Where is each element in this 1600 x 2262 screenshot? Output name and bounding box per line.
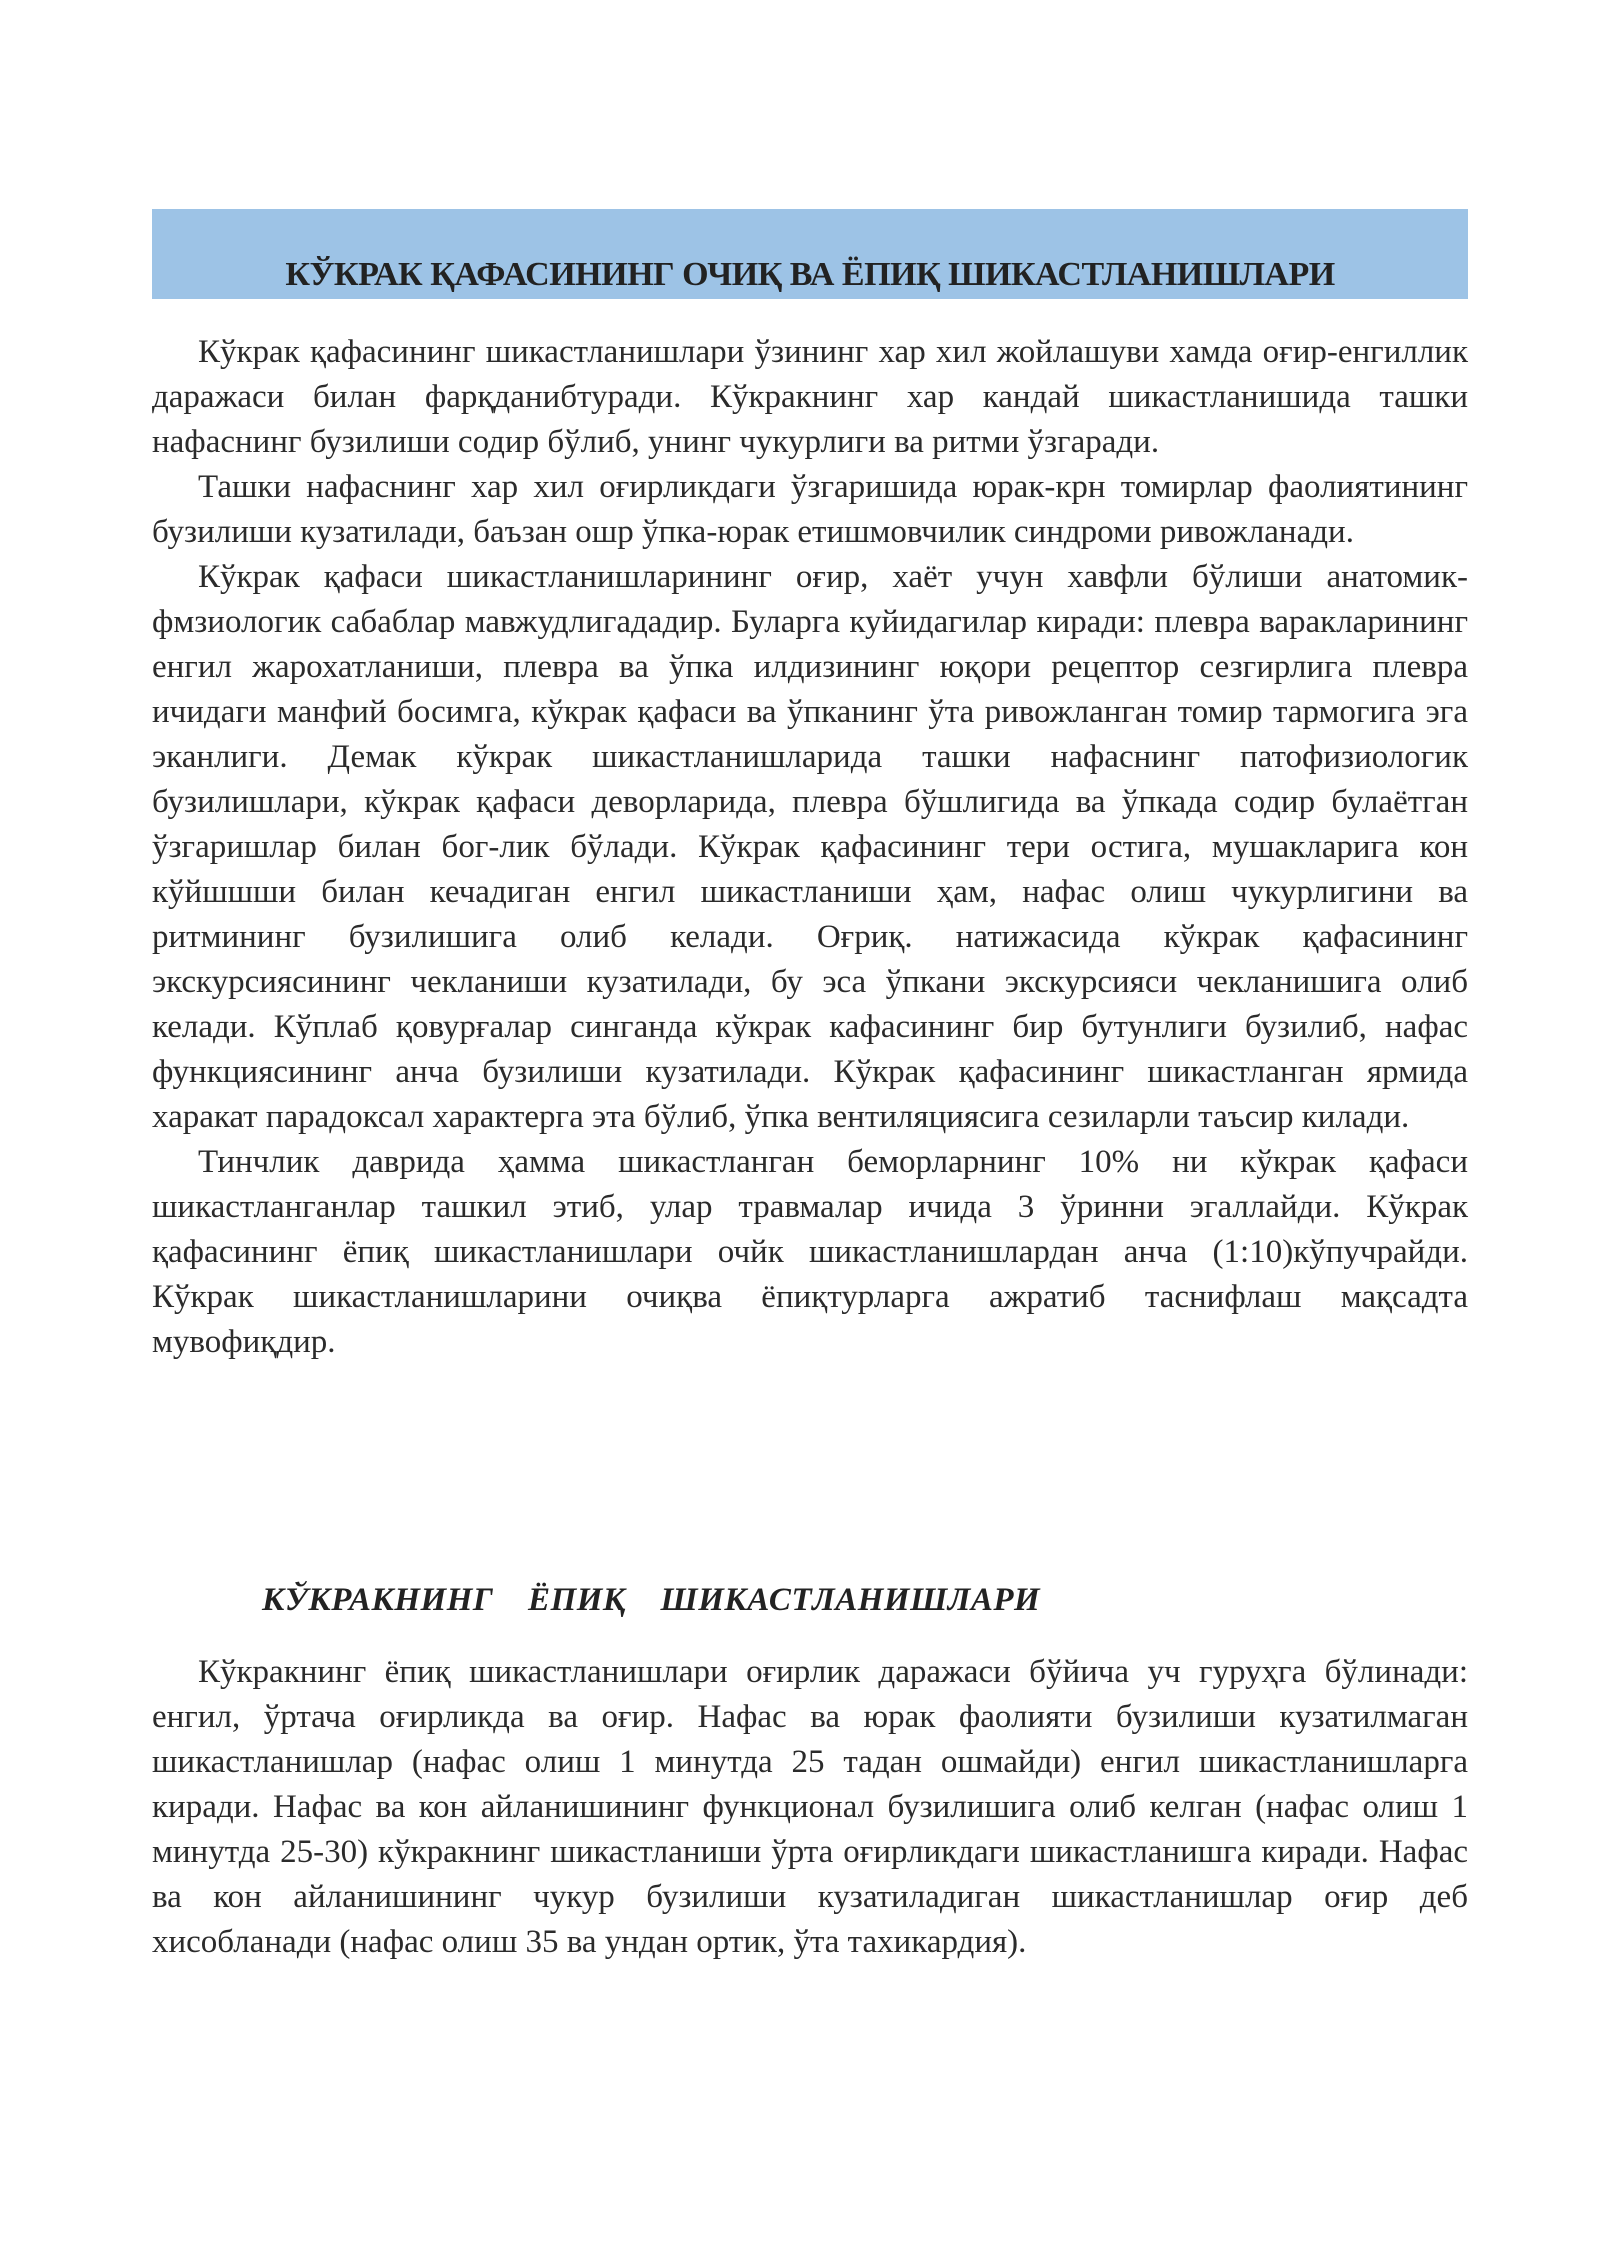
paragraph: Тинчлик даврида ҳамма шикастланган беморларнинг 10% ни кўкрак қафаси шикастланганлар ташкил этиб, улар травмалар ичида 3 ўринни эгаллайди. Кўкрак қафасининг ёпиқ шикастланишлари очйк шикастланишлардан анча (1:10)кўпучрайди. Кўкрак шикастланишларини очиқва ёпиқтурларга ажратиб таснифлаш мақсадта мувофиқдир.	[152, 1144, 1468, 1360]
section-heading: КЎКРАКНИНГ ЁПИҚ ШИКАСТЛАНИШЛАРИ	[262, 1582, 1041, 1618]
title-band	[152, 209, 1468, 299]
paragraph: Кўкрак қафасининг шикастланишлари ўзининг хар хил жойлашуви хамда оғир-енгиллик даражаси билан фарқданибтуради. Кўкракнинг хар кандай шикастланишида ташки нафаснинг бузилиши содир бўлиб, унинг чукурлиги ва ритми ўзгаради.	[152, 334, 1468, 460]
intro-section	[152, 330, 1468, 1365]
paragraph: Ташки нафаснинг хар хил оғирликдаги ўзгаришида юрак-крн томирлар фаолиятининг бузилиши кузатилади, баъзан ошр ўпка-юрак етишмовчилик синдроми ривожланади.	[152, 469, 1468, 550]
paragraph: Кўкрак қафаси шикастланишларининг оғир, хаёт учун хавфли бўлиши анатомик-фмзиологик сабаблар мавжудлигададир. Буларга куйидагилар киради: плевра варакларининг енгил жарохатланиши, плевра ва ўпка илдизининг юқори рецептор сезгирлига плевра ичидаги манфий босимга, кўкрак қафаси ва ўпканинг ўта ривожланган томир тармогига эга эканлиги. Демак кўкрак шикастланишларида ташки нафаснинг патофизиологик бузилишлари, кўкрак қафаси деворларида, плевра бўшлигида ва ўпкада содир булаётган ўзгаришлар билан бог-лик бўлади. Кўкрак қафасининг тери остига, мушакларига кон кўйшшши билан кечадиган енгил шикастланиши ҳам, нафас олиш чукурлигини ва ритмининг бузилишига олиб келади. Оғриқ. натижасида кўкрак қафасининг экскурсиясининг чекланиши кузатилади, бу эса ўпкани экскурсияси чекланишига олиб келади. Кўплаб қовурғалар синганда кўкрак кафасининг бир бутунлиги бузилиб, нафас функциясининг анча бузилиши кузатилади. Кўкрак қафасининг шикастланган ярмида харакат парадоксал характерга эта бўлиб, ўпка вентиляциясига сезиларли таъсир килади.	[152, 559, 1468, 1135]
page-title: КЎКРАК ҚАФАСИНИНГ ОЧИҚ ВА ЁПИҚ ШИКАСТЛАНИШЛАРИ	[285, 256, 1335, 293]
paragraph: Кўкракнинг ёпиқ шикастланишлари оғирлик даражаси бўйича уч гуруҳга бўлинади: енгил, ўртача оғирликда ва оғир. Нафас ва юрак фаолияти бузилиши кузатилмаган шикастланишлар (нафас олиш 1 минутда 25 тадан ошмайди) енгил шикастланишларга киради. Нафас ва кон айланишининг функционал бузилишига олиб келган (нафас олиш 1 минутда 25-30) кўкракнинг шикастланиши ўрта оғирликдаги шикастланишга киради. Нафас ва кон айланишининг чукур бузилиши кузатиладиган шикастланишлар оғир деб хисобланади (нафас олиш 35 ва ундан ортик, ўта тахикардия).	[152, 1654, 1468, 1960]
closed-injuries-section	[152, 1650, 1468, 1965]
